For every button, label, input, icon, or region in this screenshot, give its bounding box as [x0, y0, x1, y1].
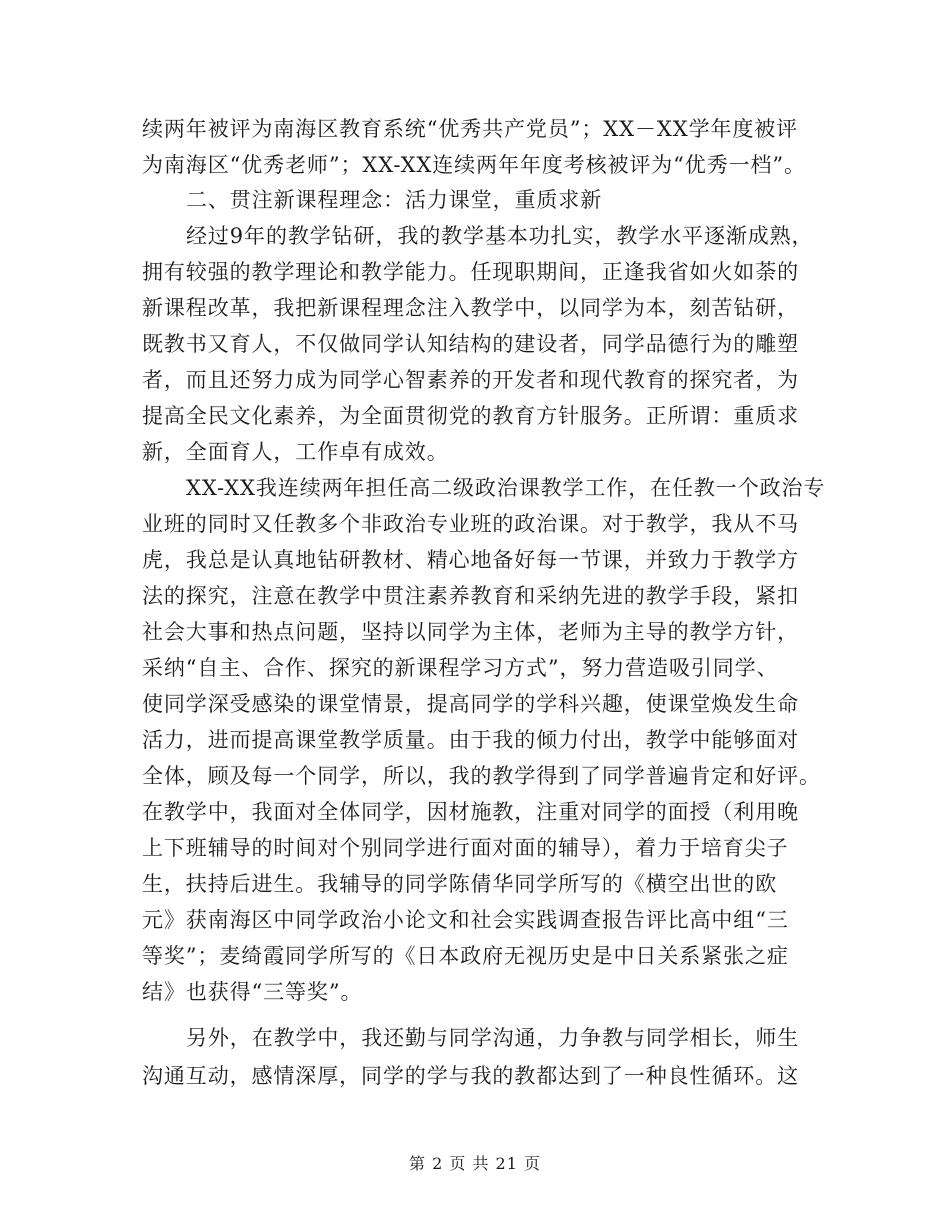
body-line: 续两年被评为南海区教育系统“优秀共产党员”；XX－XX学年度被评 [142, 117, 799, 141]
body-line: 另外，在教学中，我还勤与同学沟通，力争教与同学相长，师生 [186, 1026, 800, 1050]
body-line: 业班的同时又任教多个非政治专业班的政治课。对于教学，我从不马 [142, 512, 799, 536]
page-number-footer: 第 2 页 共 21 页 [409, 1154, 541, 1173]
body-line: 在教学中，我面对全体同学，因材施教，注重对同学的面授（利用晚 [142, 800, 799, 824]
body-line: XX-XX我连续两年担任高二级政治课教学工作，在任教一个政治专 [186, 476, 826, 500]
body-line: 沟通互动，感情深厚，同学的学与我的教都达到了一种良性循环。这 [142, 1064, 799, 1088]
body-line: 上下班辅导的时间对个别同学进行面对面的辅导），着力于培育尖子 [142, 836, 789, 860]
body-line: 法的探究，注意在教学中贯注素养教育和采纳先进的教学手段，紧扣 [142, 584, 799, 608]
body-line: 提高全民文化素养，为全面贯彻党的教育方针服务。正所谓：重质求 [142, 404, 799, 428]
body-line: 活力，进而提高课堂教学质量。由于我的倾力付出，教学中能够面对 [142, 728, 799, 752]
body-line: 使同学深受感染的课堂情景，提高同学的学科兴趣，使课堂焕发生命 [142, 692, 799, 716]
body-line: 新课程改革，我把新课程理念注入教学中，以同学为本，刻苦钻研， [142, 296, 799, 320]
body-line: 拥有较强的教学理论和教学能力。任现职期间，正逢我省如火如荼的 [142, 260, 799, 284]
body-line: 采纳“自主、合作、探究的新课程学习方式”，努力营造吸引同学、 [142, 656, 779, 680]
body-line: 经过9年的教学钻研，我的教学基本功扎实，教学水平逐渐成熟， [186, 224, 814, 248]
body-line: 全体，顾及每一个同学，所以，我的教学得到了同学普遍肯定和好评。 [142, 764, 821, 788]
section-heading: 二、贯注新课程理念：活力课堂，重质求新 [186, 188, 603, 212]
body-line: 为南海区“优秀老师”；XX-XX连续两年年度考核被评为“优秀一档”。 [142, 153, 806, 177]
body-line: 结》也获得“三等奖”。 [142, 980, 363, 1004]
body-line: 新，全面育人，工作卓有成效。 [142, 440, 449, 464]
body-line: 社会大事和热点问题，坚持以同学为主体，老师为主导的教学方针， [142, 620, 799, 644]
body-line: 生，扶持后进生。我辅导的同学陈倩华同学所写的《横空出世的欧 [142, 872, 778, 896]
body-line: 元》获南海区中同学政治小论文和社会实践调查报告评比高中组“三 [142, 908, 789, 932]
body-line: 者，而且还努力成为同学心智素养的开发者和现代教育的探究者，为 [142, 368, 799, 392]
body-line: 既教书又育人，不仅做同学认知结构的建设者，同学品德行为的雕塑 [142, 332, 799, 356]
body-line: 等奖”；麦绮霞同学所写的《日本政府无视历史是中日关系紧张之症 [142, 944, 789, 968]
body-line: 虎，我总是认真地钻研教材、精心地备好每一节课，并致力于教学方 [142, 548, 799, 572]
